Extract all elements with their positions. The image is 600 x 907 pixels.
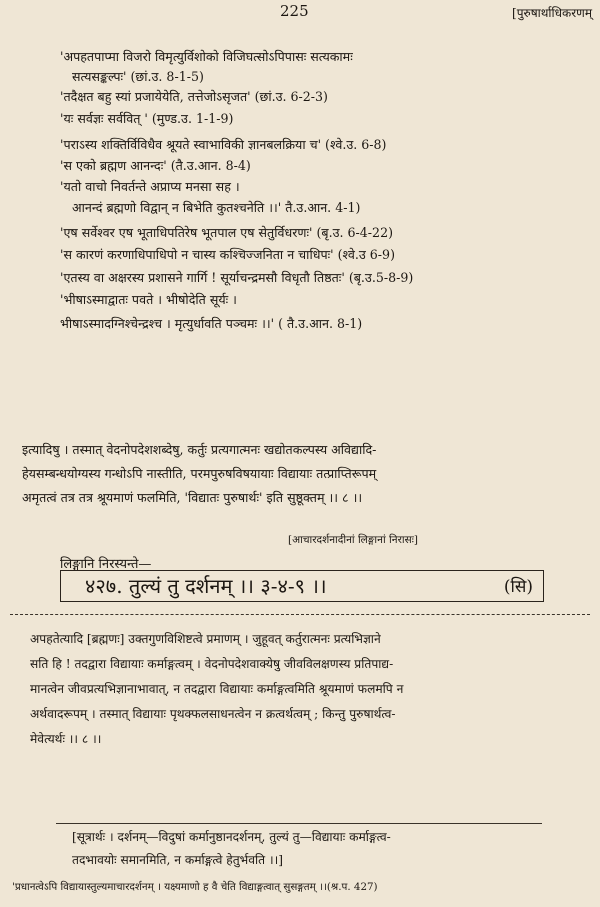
quote-line: आनन्दं ब्रह्मणो विद्वान् न बिभेति कुतश्चनेति ।।' तै.उ.आन. 4-1) bbox=[72, 200, 361, 215]
quote-line: 'तदैक्षत बहु स्यां प्रजायेयेति, तत्तेजोऽसृजत' (छां.उ. 6-2-3) bbox=[60, 89, 328, 104]
sutra-box bbox=[60, 570, 544, 602]
footnote: 'प्रधानत्वेऽपि विद्यायास्तुल्यमाचारदर्शनम् । यक्ष्यमाणो ह वै चेति विद्याङ्गत्वात् सुसङ्गतम् ।।(श्र.प. 427) bbox=[12, 881, 378, 893]
body-line: अमृतत्वं तत्र तत्र श्रूयमाणं फलमिति, 'विद्यातः पुरुषार्थः' इति सुष्ठूक्तम् ।। ८ ।। bbox=[22, 490, 363, 505]
section-tag: [आचारदर्शनादीनां लिङ्गानां निरासः] bbox=[288, 534, 418, 546]
quote-line: 'यतो वाचो निवर्तन्ते अप्राप्य मनसा सह । bbox=[60, 179, 240, 194]
quote-line: 'स कारणं करणाधिपाधिपो न चास्य कश्चिज्जनिता न चाधिपः' (श्वे.उ 6-9) bbox=[60, 247, 395, 262]
commentary-line: मेवेत्यर्थः ।। ८ ।। bbox=[30, 732, 102, 746]
page-header bbox=[0, 2, 600, 24]
quote-line: सत्यसङ्कल्पः' (छां.उ. 8-1-5) bbox=[72, 69, 204, 84]
quote-line: 'स एको ब्रह्मण आनन्दः' (तै.उ.आन. 8-4) bbox=[60, 158, 251, 173]
page-number: 225 bbox=[280, 2, 309, 20]
running-title: [पुरुषार्थाधिकरणम् bbox=[512, 6, 592, 20]
commentary-line: मानत्वेन जीवप्रत्यभिज्ञानाभावात्, न तदद्वारा विद्यायाः कर्माङ्गत्वमिति श्रूयमाणं फलमपि न bbox=[30, 682, 404, 696]
dashed-divider bbox=[10, 614, 590, 615]
footnote-rule bbox=[56, 823, 542, 824]
sutra-marker: (सि) bbox=[503, 577, 533, 597]
commentary-line: अर्थवादरूपम् । तस्मात् विद्यायाः पृथक्फलसाधनत्वेन न क्रत्वर्थत्वम् ; किन्तु पुरुषार्थत्व- bbox=[30, 707, 396, 721]
quote-line: 'एतस्य वा अक्षरस्य प्रशासने गार्गि ! सूर्याचन्द्रमसौ विधृतौ तिष्ठतः' (बृ.उ.5-8-9) bbox=[60, 270, 414, 285]
intro-line: लिङ्गानि निरस्यन्ते— bbox=[60, 557, 152, 572]
sutrartha-line: [सूत्रार्थः । दर्शनम्—विदुषां कर्मानुष्ठानदर्शनम्, तुल्यं तु—विद्यायाः कर्माङ्गत्व- bbox=[72, 830, 391, 844]
quote-line: 'पराऽस्य शक्तिर्विविधैव श्रूयते स्वाभाविकी ज्ञानबलक्रिया च' (श्वे.उ. 6-8) bbox=[60, 137, 387, 152]
sutrartha-line: तदभावयोः समानमिति, न कर्माङ्गत्वे हेतुर्भवति ।।] bbox=[72, 853, 283, 867]
quote-line: 'एष सर्वेश्वर एष भूताधिपतिरेष भूतपाल एष सेतुर्विधरणः' (बृ.उ. 6-4-22) bbox=[60, 225, 393, 240]
body-line: इत्यादिषु । तस्मात् वेदनोपदेशशब्देषु, कर्तुः प्रत्यगात्मनः खद्योतकल्पस्य अविद्यादि- bbox=[22, 442, 377, 457]
commentary-line: सति हि ! तदद्वारा विद्यायाः कर्माङ्गत्वम् । वेदनोपदेशवाक्येषु जीवविलक्षणस्य प्रतिपाद्य- bbox=[30, 657, 394, 671]
commentary-line: अपहतेत्यादि [ब्रह्मणः] उक्तगुणविशिष्टत्वे प्रमाणम् । जुहूवत् कर्तुरात्मनः प्रत्यभिज्ञाने bbox=[30, 632, 381, 646]
quote-line: 'भीषाऽस्माद्वातः पवते । भीषोदेति सूर्यः । bbox=[60, 292, 237, 307]
body-line: हेयसम्बन्धयोग्यस्य गन्धोऽपि नास्तीति, परमपुरुषविषयायाः विद्यायाः तत्प्राप्तिरूपम् bbox=[22, 466, 377, 481]
quote-line: 'अपहतपाप्मा विजरो विमृत्युर्विशोको विजिघत्सोऽपिपासः सत्यकामः bbox=[60, 49, 353, 64]
quote-line: 'यः सर्वज्ञः सर्ववित् ' (मुण्ड.उ. 1-1-9) bbox=[60, 111, 234, 126]
quote-line: भीषाऽस्मादग्निश्चेन्द्रश्च । मृत्युर्धावति पञ्चमः ।।' ( तै.उ.आन. 8-1) bbox=[60, 316, 363, 331]
sutra-text: ४२७. तुल्यं तु दर्शनम् ।। ३-४-९ ।। bbox=[85, 574, 327, 598]
